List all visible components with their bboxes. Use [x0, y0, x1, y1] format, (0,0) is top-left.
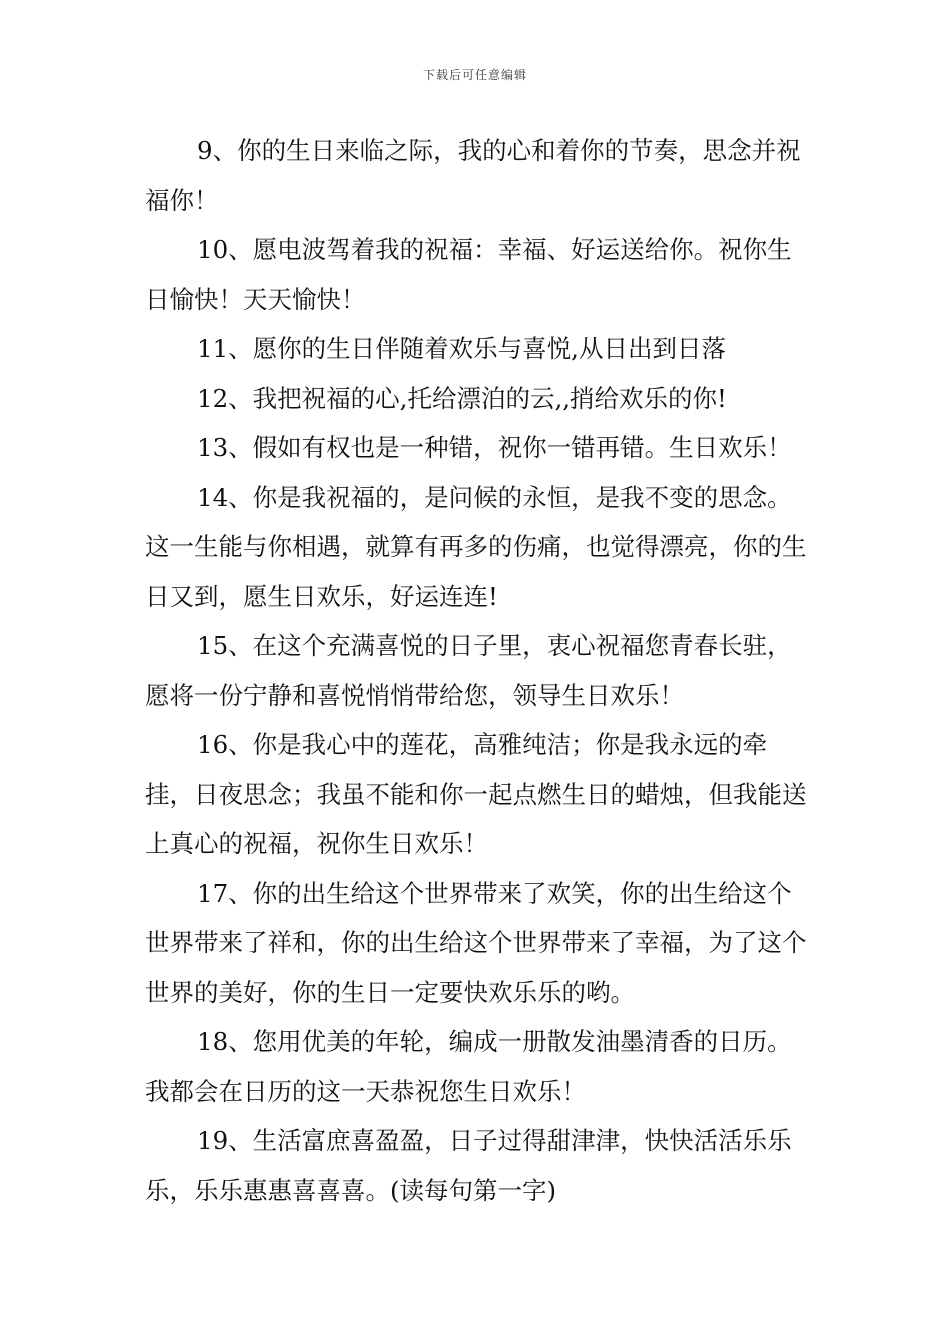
paragraph-19: 19、生活富庶喜盈盈，日子过得甜津津，快快活活乐乐乐，乐乐惠惠喜喜喜。(读每句第一字)	[145, 1126, 792, 1205]
paragraph-10: 10、愿电波驾着我的祝福：幸福、好运送给你。祝你生日愉快！天天愉快！	[145, 235, 792, 314]
paragraph-18: 18、您用优美的年轮，编成一册散发油墨清香的日历。我都会在日历的这一天恭祝您生日欢乐！	[145, 1027, 792, 1106]
paragraph-12: 12、我把祝福的心,托给漂泊的云,,捎给欢乐的你!	[197, 383, 727, 413]
document-body	[145, 126, 815, 1215]
paragraph-14: 14、你是我祝福的，是问候的永恒，是我不变的思念。这一生能与你相遇，就算有再多的伤痛，也觉得漂亮，你的生日又到，愿生日欢乐，好运连连!	[145, 482, 807, 611]
page-header-note: 下载后可任意编辑	[422, 68, 527, 82]
paragraph-11: 11、愿你的生日伴随着欢乐与喜悦,从日出到日落	[197, 334, 726, 363]
paragraph-17: 17、你的出生给这个世界带来了欢笑，你的出生给这个世界带来了祥和，你的出生给这个世界带来了幸福，为了这个世界的美好，你的生日一定要快欢乐乐的哟。	[145, 878, 807, 1007]
paragraph-9: 9、你的生日来临之际，我的心和着你的节奏，思念并祝福你！	[145, 136, 801, 215]
paragraph-16: 16、你是我心中的莲花，高雅纯洁；你是我永远的牵挂，日夜思念；我虽不能和你一起点燃生日的蜡烛，但我能送上真心的祝福，祝你生日欢乐！	[145, 730, 807, 858]
paragraph-13: 13、假如有权也是一种错，祝你一错再错。生日欢乐！	[197, 433, 792, 462]
paragraph-15: 15、在这个充满喜悦的日子里，衷心祝福您青春长驻，愿将一份宁静和喜悦悄悄带给您，领导生日欢乐！	[145, 631, 792, 710]
